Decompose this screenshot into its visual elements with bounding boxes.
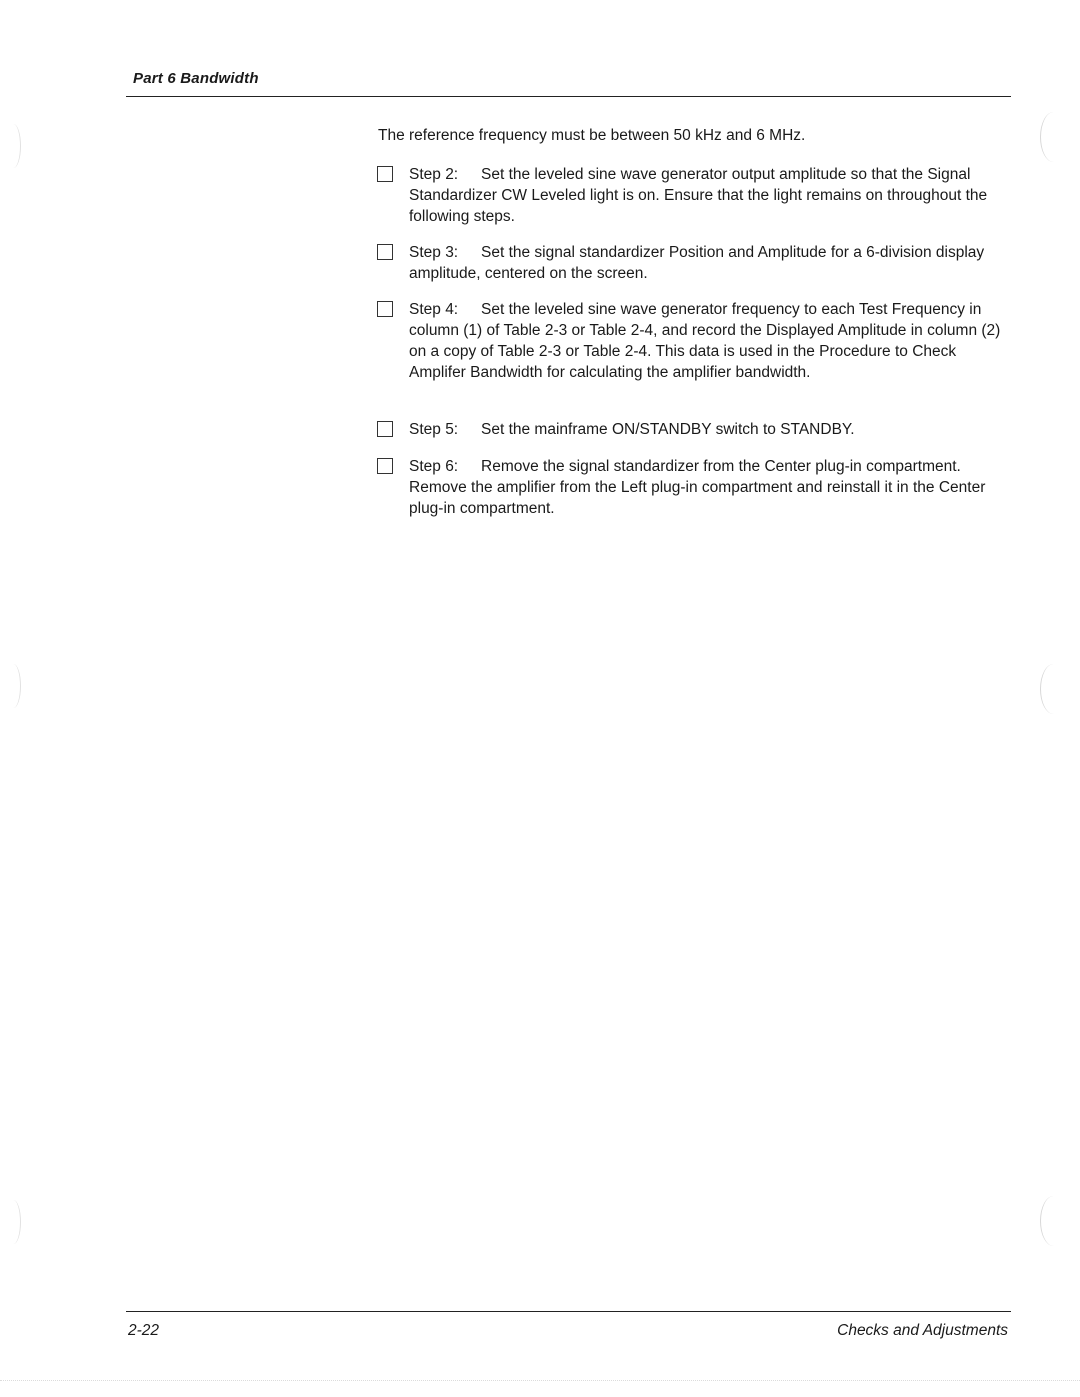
step-label: Step 6:: [409, 458, 459, 475]
step-instruction: Remove the signal standardizer from the Center plug-in compartment. Remove the amplifier from the Left plug-in compartment and reinstall it in the Center plug-in compartment.: [409, 458, 986, 517]
footer-divider: [126, 1311, 1011, 1312]
step-checkbox[interactable]: [377, 458, 393, 474]
step-text-block: [409, 456, 1009, 519]
punch-hole-mark: [1040, 1196, 1067, 1246]
punch-hole-mark: [6, 124, 21, 168]
step-label: Step 2:: [409, 166, 459, 183]
footer-section-title: Checks and Adjustments: [837, 1322, 1008, 1339]
step-checkbox[interactable]: [377, 166, 393, 182]
intro-paragraph: The reference frequency must be between 50 kHz and 6 MHz.: [378, 127, 806, 144]
step-text-block: [409, 419, 1009, 440]
punch-hole-mark: [6, 664, 21, 708]
punch-hole-mark: [1040, 112, 1067, 162]
step-label: Step 5:: [409, 421, 459, 438]
header-divider: [126, 96, 1011, 97]
page-number: 2-22: [128, 1322, 160, 1339]
step-checkbox[interactable]: [377, 244, 393, 260]
scan-edge-artifact: [0, 1380, 1080, 1381]
page-header-title: Part 6 Bandwidth: [133, 70, 259, 87]
step-checkbox[interactable]: [377, 301, 393, 317]
step-item: [377, 164, 1017, 227]
step-item: [377, 299, 1017, 383]
step-label: Step 3:: [409, 244, 459, 261]
step-text-block: [409, 242, 1009, 284]
step-checkbox[interactable]: [377, 421, 393, 437]
punch-hole-mark: [6, 1200, 21, 1244]
punch-hole-mark: [1040, 664, 1067, 714]
step-instruction: Set the leveled sine wave generator frequency to each Test Frequency in column (1) of Table 2-3 or Table 2-4, and record the Displayed Amplitude in column (2) on a copy of Table 2-3 or Table 2-4. This data is used in the Procedure to Check Amplifer Bandwidth for calculating the amplifier bandwidth.: [409, 301, 1001, 381]
step-item: [377, 456, 1017, 519]
step-text-block: [409, 164, 1009, 227]
step-item: [377, 419, 1017, 440]
step-instruction: Set the leveled sine wave generator output amplitude so that the Signal Standardizer CW Leveled light is on. Ensure that the light remains on throughout the following steps.: [409, 166, 988, 225]
step-text-block: [409, 299, 1009, 383]
step-instruction: Set the mainframe ON/STANDBY switch to STANDBY.: [481, 421, 855, 438]
step-item: [377, 242, 1017, 284]
step-label: Step 4:: [409, 301, 459, 318]
step-instruction: Set the signal standardizer Position and Amplitude for a 6-division display amplitude, centered on the screen.: [409, 244, 985, 282]
